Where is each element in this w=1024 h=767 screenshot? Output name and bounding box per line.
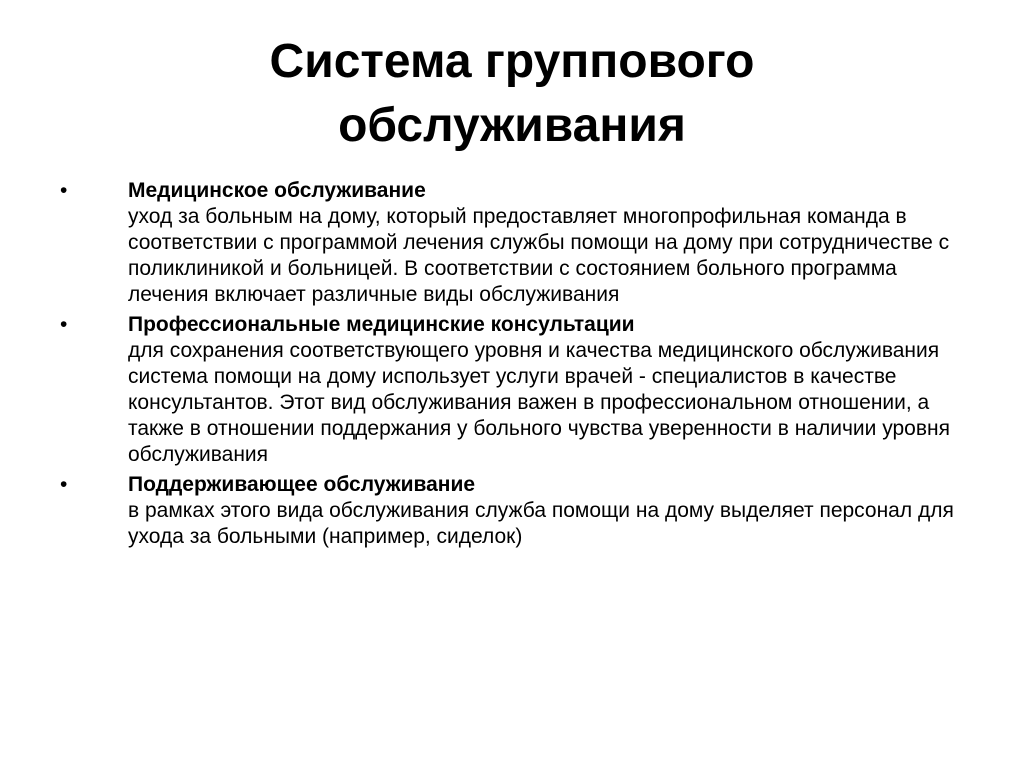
bullet-dot-icon: • [60,313,68,336]
bullet-dot-icon: • [60,473,68,496]
bullet-text: уход за больным на дому, который предоставляет многопрофильная команда в соответствии с программой лечения службы помощи на дому при сотрудничестве с поликлиникой и больницей. В соответствии с состоянием больного программа лечения включает различные виды обслуживания [128,205,950,306]
bullet-item-medical-service [0,178,968,308]
slide-title-line-1: Система группового [269,35,755,88]
bullet-item-professional-consultations [0,312,968,468]
slide-title [0,30,1024,158]
bullet-list [0,178,1024,554]
slide-title-line-2: обслуживания [338,99,686,152]
bullet-text: в рамках этого вида обслуживания служба помощи на дому выделяет персонал для ухода за больными (например, сиделок) [128,499,954,548]
bullet-heading: Поддерживающее обслуживание [128,473,476,496]
bullet-heading: Профессиональные медицинские консультации [128,313,635,336]
bullet-heading: Медицинское обслуживание [128,179,426,202]
bullet-item-supportive-service [0,472,968,550]
bullet-text: для сохранения соответствующего уровня и качества медицинского обслуживания система помощи на дому использует услуги врачей - специалистов в качестве консультантов. Этот вид обслуживания важен в профессиональном отношении, а также в отношении поддержания у больного чувства уверенности в наличии уровня обслуживания [128,339,950,466]
bullet-dot-icon: • [60,179,68,202]
